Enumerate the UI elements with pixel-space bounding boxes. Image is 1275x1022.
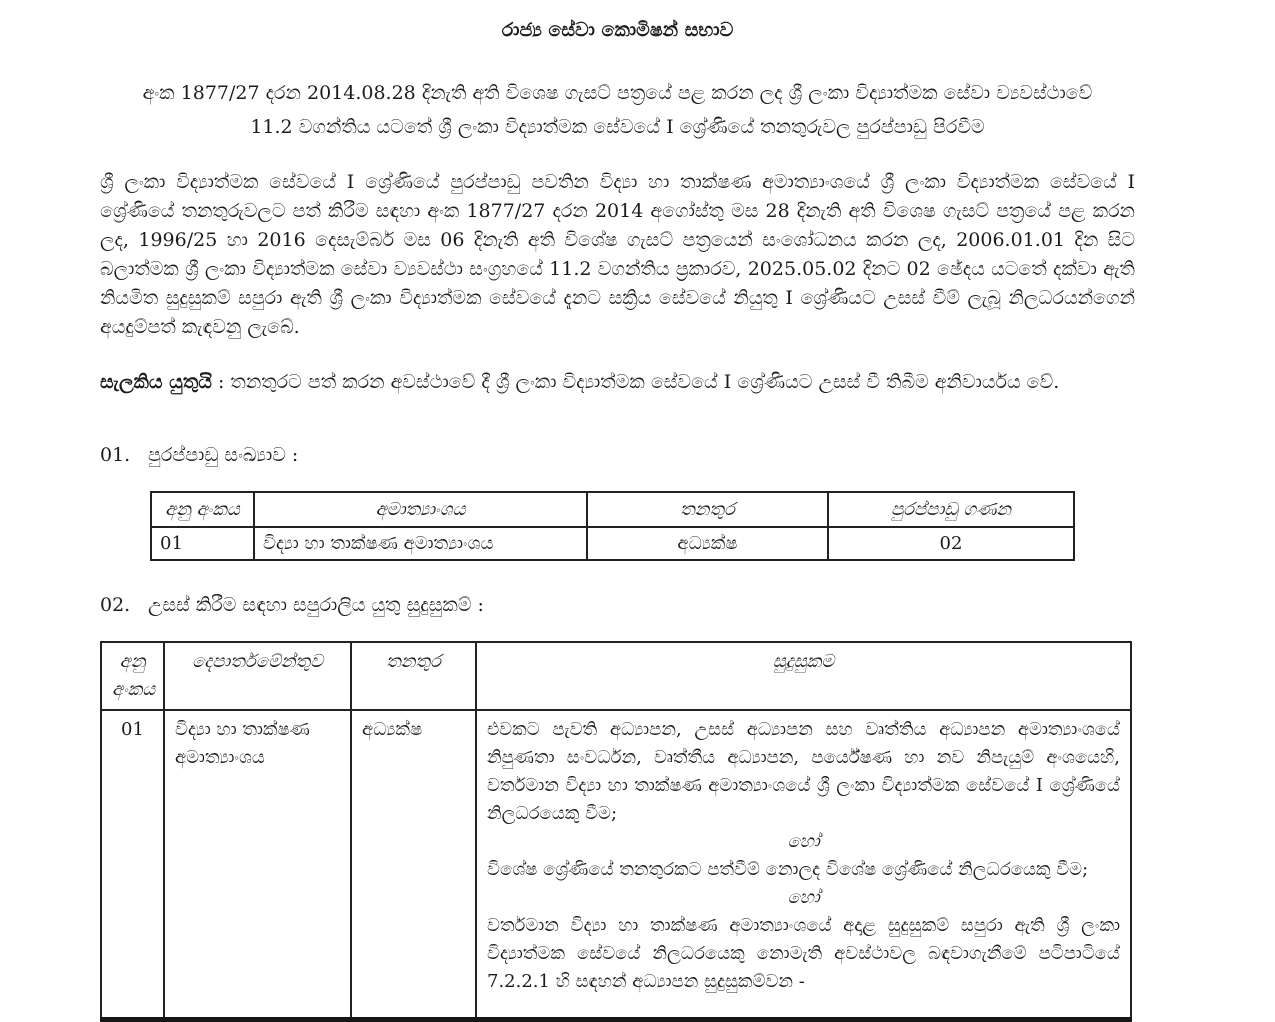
qualification-paragraphs <box>487 716 1120 996</box>
vacancies-header-count: පුරප්පාඩු ගණන <box>828 492 1074 527</box>
qualifications-cell-text <box>476 710 1131 1020</box>
qualifications-header-qualifications: සුදුසුකම <box>476 642 1131 710</box>
vacancies-table-header-row <box>151 492 1074 527</box>
qualification-paragraph-1: එවකට පැවති අධ්‍යාපන, උසස් අධ්‍යාපන සහ වෘත්තිය අධ්‍යාපන අමාත්‍යාංශයේ නිපුණතා සංවර්ධන, වෘත්තීය අධ්‍යාපන, පර්යේෂණ හා නව නිපැයුම් අංශයෙහි, වර්තමාන විද්‍යා හා තාක්ෂණ අමාත්‍යාංශයේ ශ්‍රී ලංකා විද්‍යාත්මක සේවයේ I ශ්‍රේණියේ නිලධරයෙකු වීම; <box>487 719 1120 824</box>
vacancies-header-serial: අනු අංකය <box>151 492 254 527</box>
qualifications-table-header-row <box>101 642 1131 710</box>
qualification-paragraph-3: වර්තමාන විද්‍යා හා තාක්ෂණ අමාත්‍යාංශයේ අදාළ සුදුසුකම් සපුරා ඇති ශ්‍රී ලංකා විද්‍යාත්මක සේවයේ නිලධරයෙකු නොමැති අවස්ථාවල බඳවාගැනීමේ පටිපාටියේ 7.2.2.1 හි සඳහන් අධ්‍යාපන සුදුසුකම්වන - <box>487 915 1120 992</box>
section1-heading: පුරප්පාඩු සංඛ්‍යාව : <box>148 444 299 466</box>
or-divider-1: හෝ <box>787 831 820 852</box>
subtitle-line-2: 11.2 වගන්තිය යටතේ ශ්‍රී ලංකා විද්‍යාත්මක සේවයේ I ශ්‍රේණියේ තනතුරුවල පුරප්පාඩු පිරවීම <box>250 116 985 138</box>
qualifications-cell-department: විද්‍යා හා තාක්ෂණ අමාත්‍යාංශය <box>164 710 351 1020</box>
note-line <box>100 368 1135 397</box>
vacancies-cell-ministry: විද්‍යා හා තාක්ෂණ අමාත්‍යාංශය <box>254 527 587 560</box>
vacancies-header-ministry: අමාත්‍යාංශය <box>254 492 587 527</box>
or-divider-2: හෝ <box>787 887 820 908</box>
section1-heading-line <box>100 441 1135 469</box>
note-label: සැලකිය යුතුයි <box>100 371 212 393</box>
qualifications-header-serial: අනු අංකය <box>101 642 164 710</box>
qualifications-table <box>100 641 1132 1022</box>
section2-heading: උසස් කිරීම සඳහා සපුරාලිය යුතු සුදුසුකම් : <box>148 594 484 616</box>
intro-paragraph: ශ්‍රී ලංකා විද්‍යාත්මක සේවයේ I ශ්‍රේණියේ පුරප්පාඩු පවතින විද්‍යා හා තාක්ෂණ අමාත්‍යාංශයේ ශ්‍රී ලංකා විද්‍යාත්මක සේවයේ I ශ්‍රේණියේ තනතුරුවලට පත් කිරීම සඳහා අංක 1877/27 දරන 2014 අගෝස්තු මස 28 දිනැති අති විශෙෂ ගැසට් පත්‍රයේ පළ කරන ලද, 1996/25 හා 2016 දෙසැම්බර් මස 06 දිනැති අති විශේෂ ගැසට් පත්‍රයෙන් සංශෝධනය කරන ලද, 2006.01.01 දින සිට බලාත්මක ශ්‍රී ලංකා විද්‍යාත්මක සේවා ව්‍යවස්ථා සංග්‍රහයේ 11.2 වගන්තිය ප්‍රකාරව, 2025.05.02 දිනට 02 ඡේදය යටතේ දක්වා ඇති නියමිත සුදුසුකම් සපුරා ඇති ශ්‍රී ලංකා විද්‍යාත්මක සේවයේ දැනට සක්‍රිය සේවයේ නියුතු I ශ්‍රේණියට උසස් වීම් ලැබූ නිලධරයන්ගෙන් අයදුම්පත් කැඳවනු ලැබේ. <box>100 171 1135 338</box>
vacancies-cell-serial: 01 <box>151 527 254 560</box>
qualifications-header-post: තනතුර <box>351 642 476 710</box>
qualifications-table-row <box>101 710 1131 1020</box>
section2-number: 02. <box>100 594 131 616</box>
page-title: රාජ්‍ය සේවා කොමිෂන් සභාව <box>501 19 734 41</box>
subtitle-line-1: අංක 1877/27 දරන 2014.08.28 දිනැති අති විශෙෂ ගැසට් පත්‍රයේ පළ කරන ලද ශ්‍රී ලංකා විද්‍යාත්මක සේවා ව්‍යවස්ථාවේ <box>142 82 1093 104</box>
vacancies-header-post: තනතුර <box>587 492 828 527</box>
vacancies-table-row <box>151 527 1074 560</box>
vacancies-table <box>150 491 1075 561</box>
section2-heading-line <box>100 591 1135 619</box>
vacancies-cell-count: 02 <box>828 527 1074 560</box>
qualification-paragraph-2: විශේෂ ශ්‍රේණියේ තනතුරකට පත්වීම් නොලද විශේෂ ශ්‍රේණියේ නිලධරයෙකු වීම; <box>487 859 1089 880</box>
qualifications-cell-serial: 01 <box>101 710 164 1020</box>
qualifications-cell-post: අධ්‍යක්ෂ <box>351 710 476 1020</box>
page-subtitle <box>100 76 1135 144</box>
qualifications-header-department: දෙපාර්තමේන්තුව <box>164 642 351 710</box>
note-text: : තනතුරට පත් කරන අවස්ථාවේ දී ශ්‍රී ලංකා විද්‍යාත්මක සේවයේ I ශ්‍රේණියට උසස් වී තිබීම අනිවාර්යය වේ. <box>211 371 1060 393</box>
vacancies-cell-post: අධ්‍යක්ෂ <box>587 527 828 560</box>
section1-number: 01. <box>100 444 131 466</box>
